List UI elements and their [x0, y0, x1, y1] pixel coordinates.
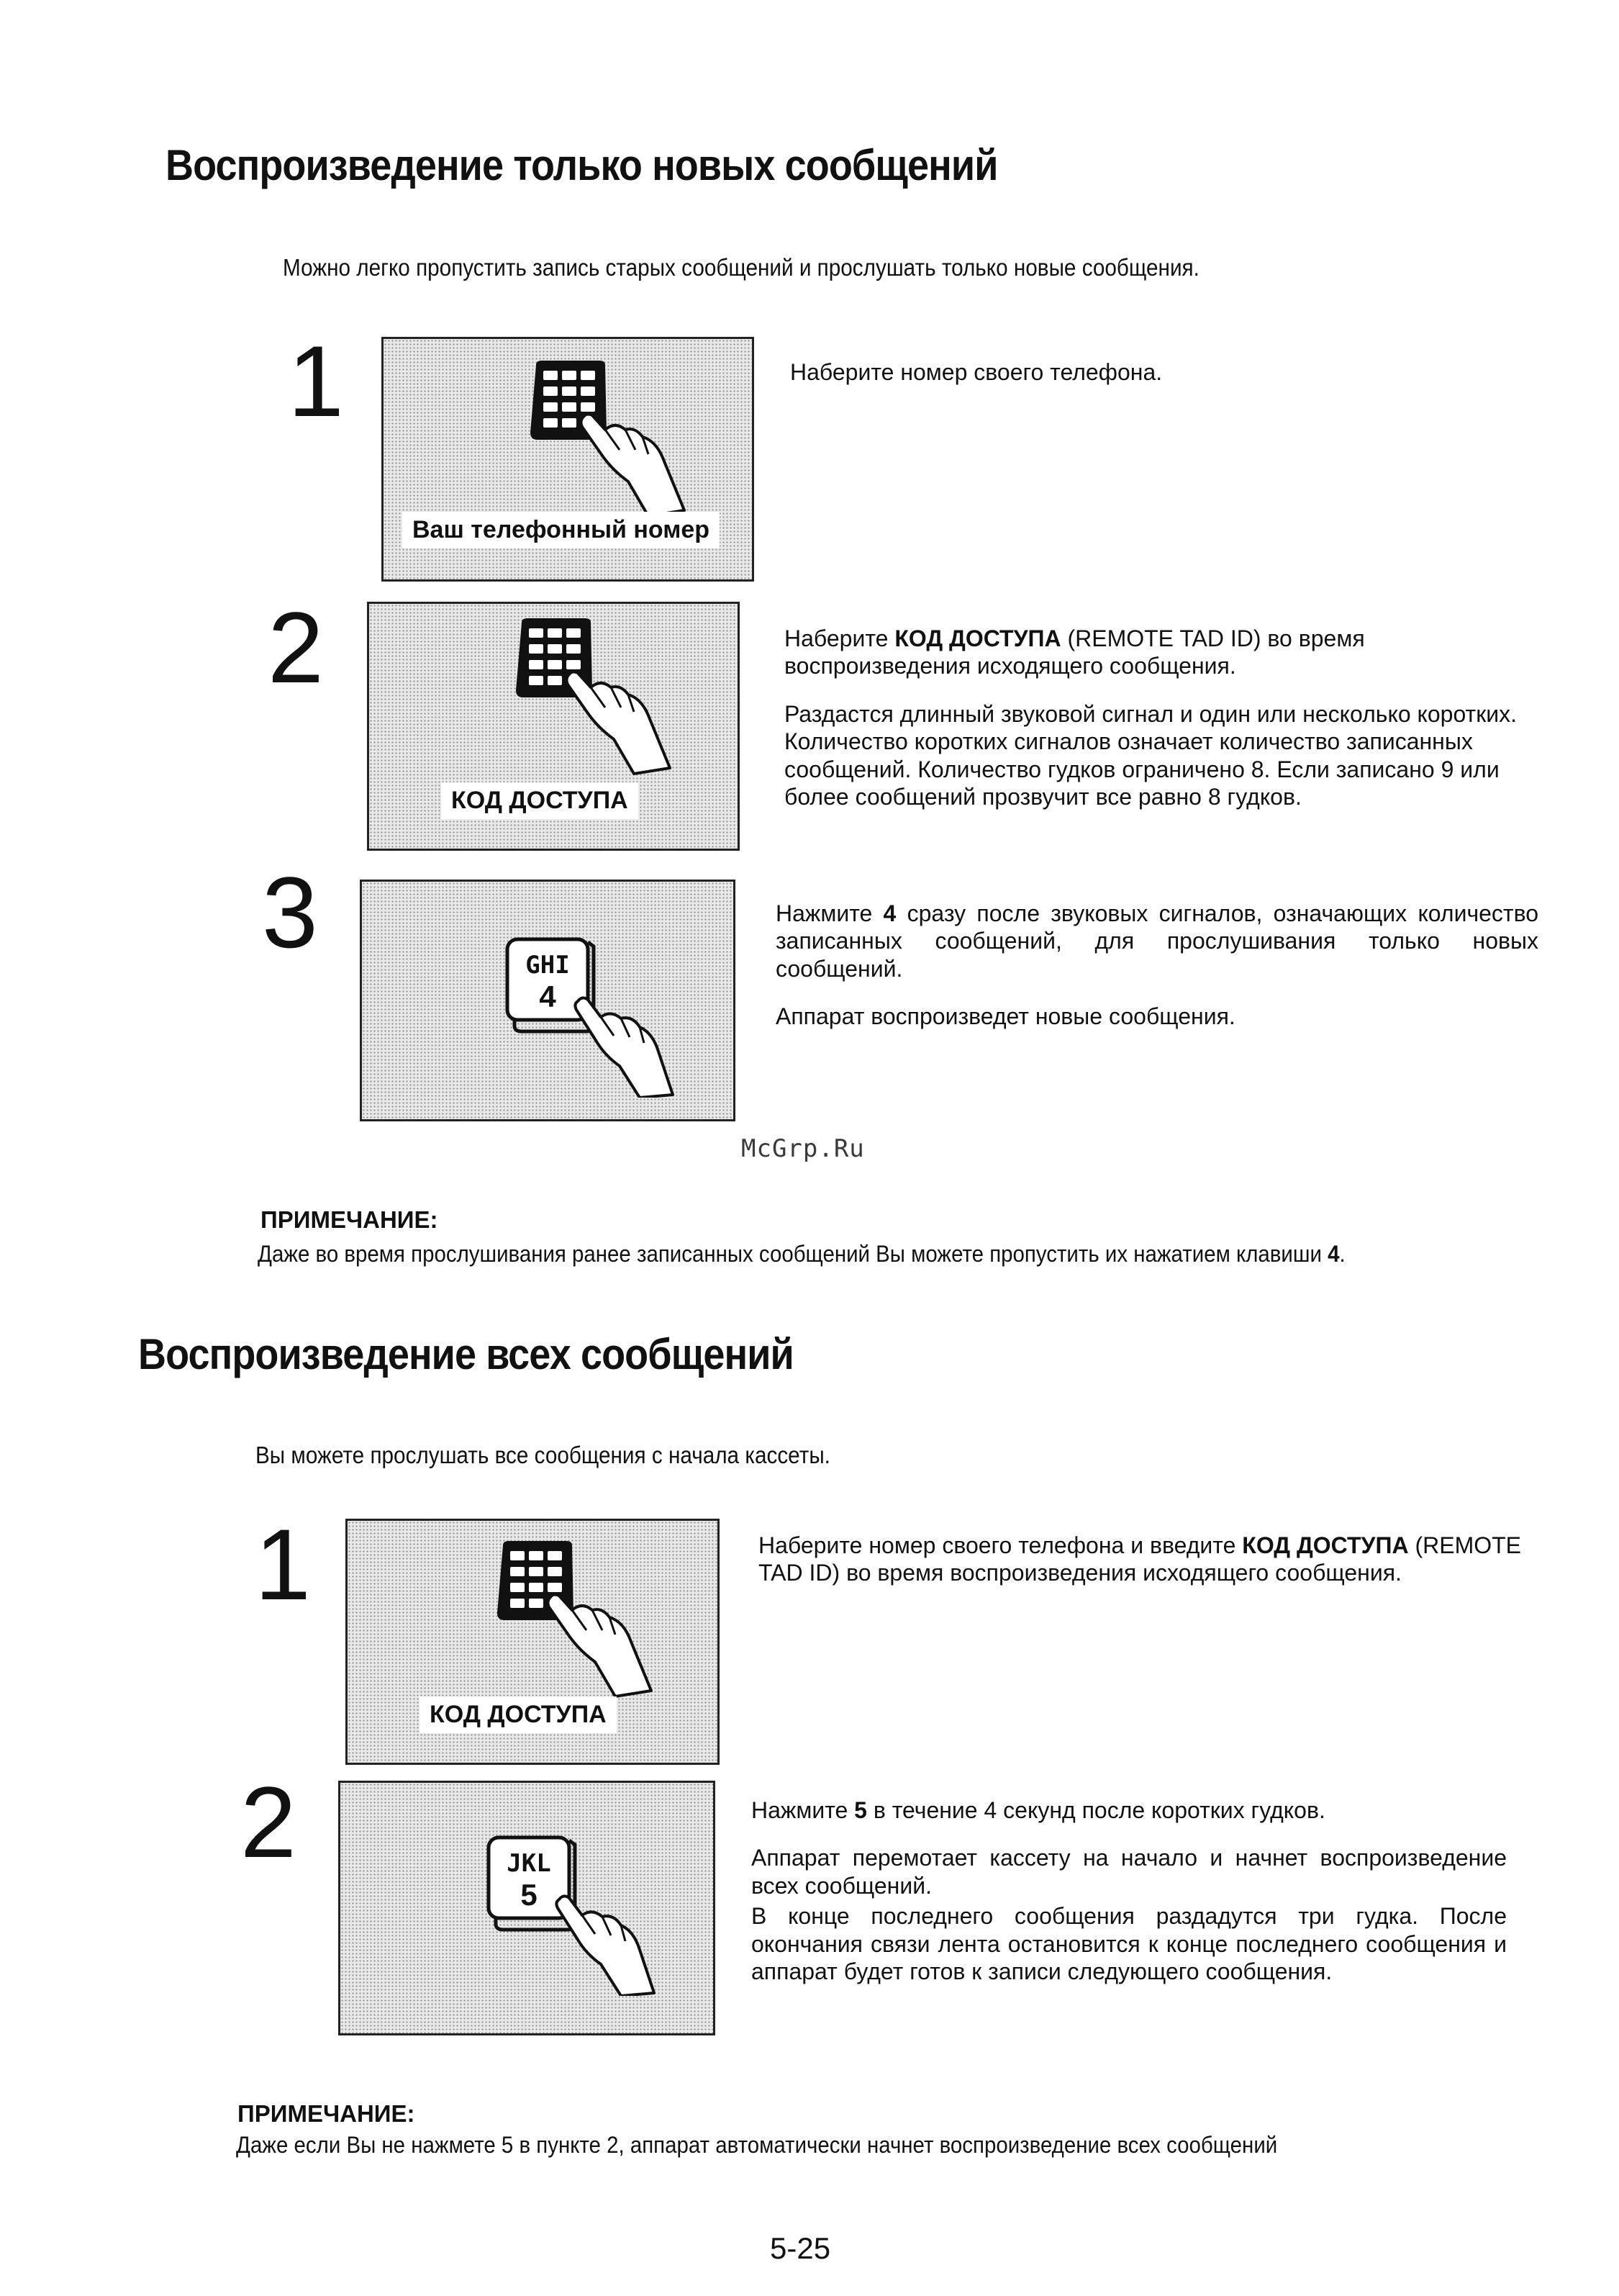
step-description [776, 900, 1538, 1051]
step-text: В конце последнего сообщения раздадутся три гудка. После окончания связи лента остановится к конце последнего сообщения и аппарат будет готов к записи следующего сообщения. [751, 1903, 1507, 1984]
step-text: Нажмите 4 сразу после звуковых сигналов, означающих количество записанных сообщений, для прослушивания только новых сообщений. [776, 900, 1539, 982]
key-letters: GHI [525, 951, 570, 980]
note-title: ПРИМЕЧАНИЕ: [237, 2100, 415, 2127]
step-text: Аппарат перемотает кассету на начало и начнет воспроизведение всех сообщений. [751, 1845, 1507, 1899]
illustration-caption: КОД ДОСТУПА [441, 782, 638, 819]
step-text: Наберите номер своего телефона. [790, 359, 1163, 385]
step-description [790, 358, 1546, 406]
watermark: McGrp.Ru [741, 1134, 865, 1163]
page-number: 5-25 [770, 2231, 831, 2265]
step-text: Наберите номер своего телефона и введите КОД ДОСТУПА (REMOTE TAD ID) во время воспроизведения исходящего сообщения. [758, 1532, 1521, 1586]
note-title: ПРИМЕЧАНИЕ: [260, 1206, 438, 1233]
step-illustration [338, 1781, 715, 2035]
step-description [784, 625, 1540, 831]
step-text: Аппарат воспроизведет новые сообщения. [776, 1003, 1235, 1030]
section-title-all-messages: Воспроизведение всех сообщений [138, 1330, 794, 1378]
section-title-new-messages: Воспроизведение только новых сообщений [165, 141, 998, 189]
note-text: Даже если Вы не нажмете 5 в пункте 2, аппарат автоматически начнет воспроизведение всех сообщений [236, 2132, 1278, 2158]
note-text: Даже во время прослушивания ранее записанных сообщений Вы можете пропустить их нажатием клавиши 4. [258, 1241, 1346, 1267]
illustration-caption: Ваш телефонный номер [402, 512, 720, 548]
step-illustration [381, 337, 754, 582]
step-number: 3 [262, 856, 318, 969]
step-number: 2 [240, 1766, 296, 1879]
step-illustration [360, 880, 735, 1121]
step-number: 2 [268, 591, 324, 704]
key-digit: 4 [539, 980, 556, 1013]
key-letters: JKL [507, 1849, 551, 1878]
step-number: 1 [255, 1508, 311, 1621]
key-press-icon [474, 1823, 661, 1996]
illustration-caption: КОД ДОСТУПА [420, 1696, 617, 1733]
key-digit: 5 [520, 1878, 538, 1912]
key-press-icon [493, 925, 680, 1098]
step-number: 1 [288, 325, 344, 438]
keypad-hand-icon [506, 618, 679, 777]
step-description [751, 1796, 1507, 2005]
step-text: Нажмите 5 в течение 4 секунд после коротких гудков. [751, 1797, 1325, 1823]
step-text: Раздастся длинный звуковой сигнал и один или несколько коротких. Количество коротких сигналов означает количество записанных сообщений. Количество гудков ограничено 8. Если записано 9 или более сообщений прозвучит все равно 8 гудков. [784, 700, 1517, 810]
keypad-hand-icon [520, 361, 693, 519]
step-illustration [367, 602, 740, 851]
keypad-hand-icon [487, 1541, 660, 1699]
section-intro: Вы можете прослушать все сообщения с начала кассеты. [255, 1442, 830, 1468]
step-text: Наберите КОД ДОСТУПА (REMOTE TAD ID) во время воспроизведения исходящего сообщения. [784, 625, 1365, 679]
step-illustration [345, 1519, 720, 1765]
step-description [758, 1532, 1521, 1607]
section-intro: Можно легко пропустить запись старых сообщений и прослушать только новые сообщения. [283, 254, 1199, 281]
